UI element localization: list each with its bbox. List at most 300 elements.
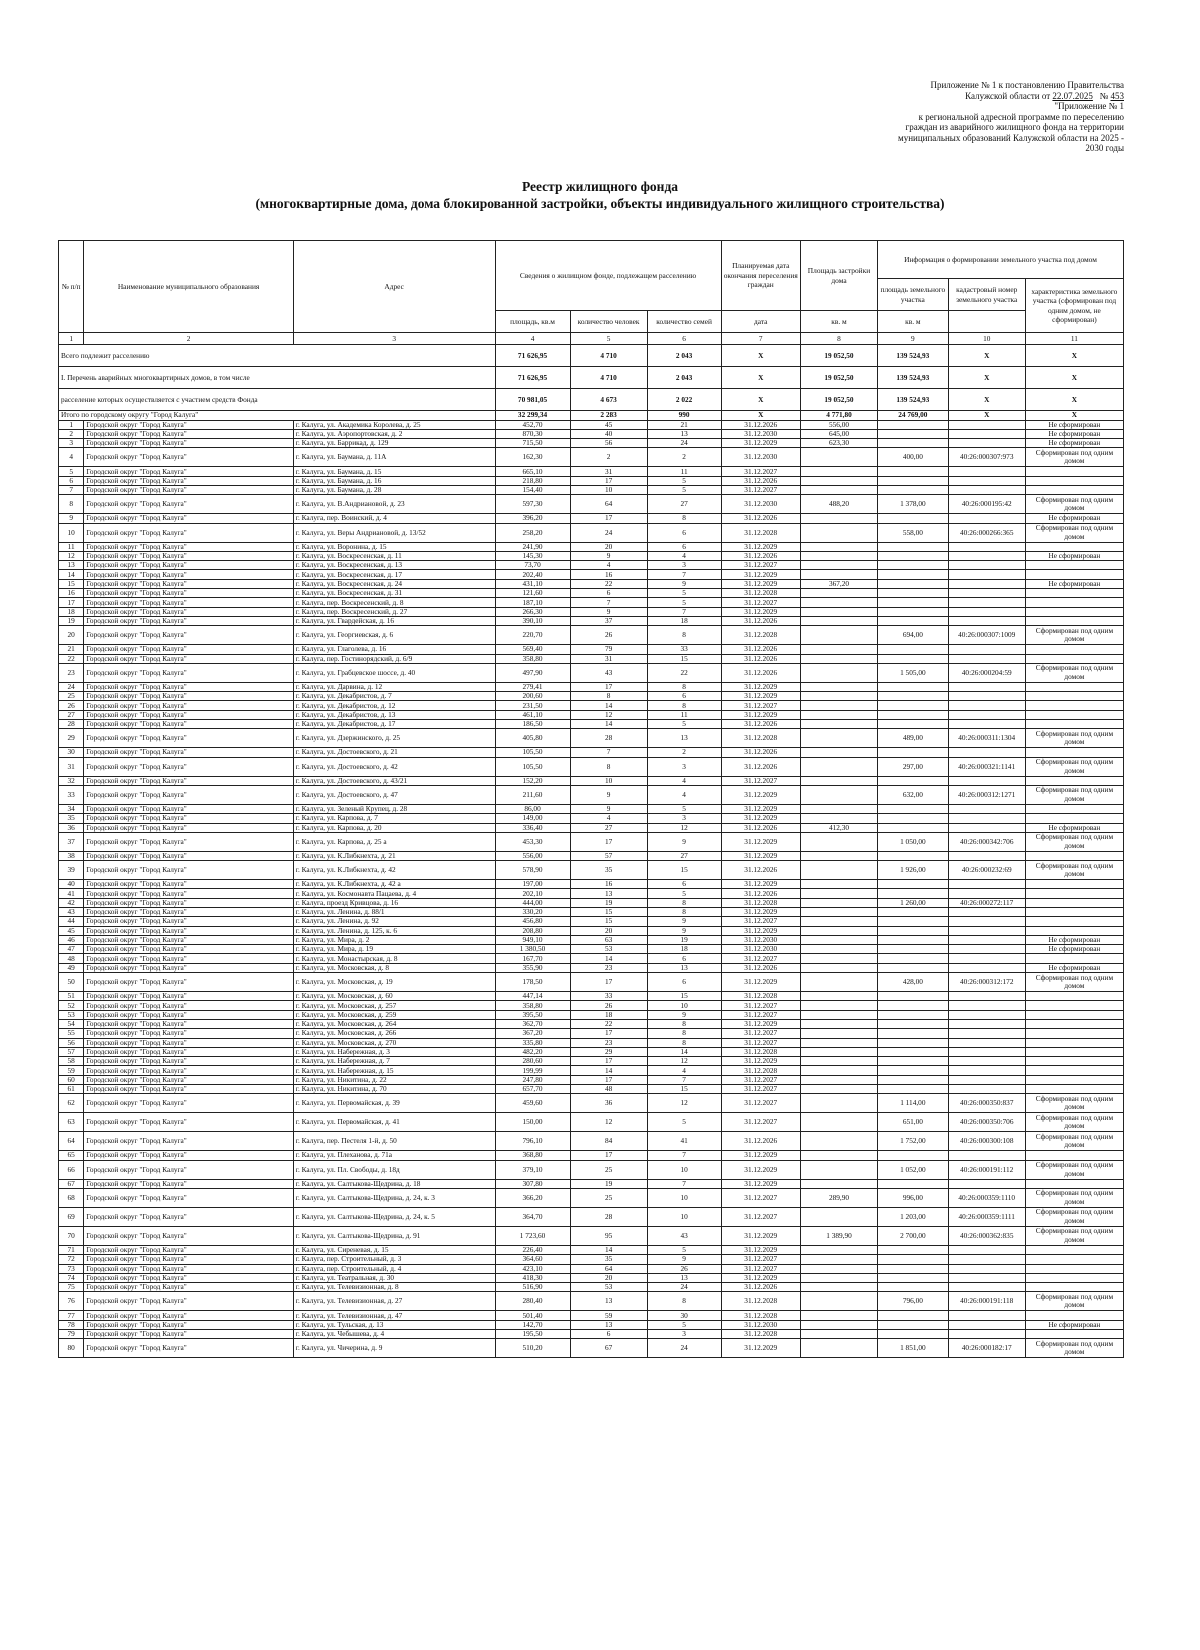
total-date: X xyxy=(721,411,800,421)
row-number: 44 xyxy=(59,917,84,926)
row-date: 31.12.2026 xyxy=(721,748,800,757)
row-address: г. Калуга, ул. Декабристов, д. 7 xyxy=(293,692,495,701)
table-row xyxy=(59,439,1124,448)
summary-families: 2 043 xyxy=(647,345,721,367)
row-date: 31.12.2026 xyxy=(721,889,800,898)
row-people: 43 xyxy=(570,663,647,682)
row-area: 226,40 xyxy=(495,1245,570,1254)
row-date: 31.12.2030 xyxy=(721,448,800,467)
row-land-char xyxy=(1025,710,1123,719)
total-build-area: 4 771,80 xyxy=(800,411,877,421)
row-area: 167,70 xyxy=(495,954,570,963)
appendix-line-1: Приложение № 1 к постановлению Правительства xyxy=(930,80,1124,90)
row-cadastral: 40:26:000195:42 xyxy=(948,495,1025,514)
row-people: 14 xyxy=(570,720,647,729)
row-land-area: 694,00 xyxy=(878,626,949,645)
row-land-area xyxy=(878,1085,949,1094)
table-row xyxy=(59,682,1124,691)
row-address: г. Калуга, ул. Салтыкова-Щедрина, д. 18 xyxy=(293,1179,495,1188)
row-number: 45 xyxy=(59,926,84,935)
row-address: г. Калуга, ул. Воскресенская, д. 17 xyxy=(293,570,495,579)
row-build-area: 367,20 xyxy=(800,579,877,588)
row-cadastral: 40:26:000342:706 xyxy=(948,832,1025,851)
row-number: 41 xyxy=(59,889,84,898)
row-land-char xyxy=(1025,1085,1123,1094)
summary-row xyxy=(59,367,1124,389)
row-number: 55 xyxy=(59,1029,84,1038)
row-municipality: Городской округ "Город Калуга" xyxy=(84,1188,293,1207)
row-land-area xyxy=(878,682,949,691)
row-people: 23 xyxy=(570,1038,647,1047)
row-number: 60 xyxy=(59,1075,84,1084)
row-build-area xyxy=(800,1047,877,1056)
row-land-char xyxy=(1025,1311,1123,1320)
row-cadastral: 40:26:000307:973 xyxy=(948,448,1025,467)
column-number: 6 xyxy=(647,333,721,345)
row-cadastral xyxy=(948,1179,1025,1188)
row-area: 461,10 xyxy=(495,710,570,719)
appendix-line-6: муниципальных образований Калужской области на 2025 - xyxy=(898,132,1124,143)
row-area: 150,00 xyxy=(495,1113,570,1132)
row-address: г. Калуга, ул. Салтыкова-Щедрина, д. 24, к. 5 xyxy=(293,1207,495,1226)
row-land-area xyxy=(878,654,949,663)
row-land-area xyxy=(878,607,949,616)
row-address: г. Калуга, ул. Первомайская, д. 39 xyxy=(293,1094,495,1113)
row-build-area xyxy=(800,1320,877,1329)
table-row xyxy=(59,823,1124,832)
row-people: 6 xyxy=(570,1330,647,1339)
row-land-char xyxy=(1025,1330,1123,1339)
row-families: 10 xyxy=(647,1001,721,1010)
summary-label: I. Перечень аварийных многоквартирных домов, в том числе xyxy=(59,367,496,389)
summary-build-area: 19 052,50 xyxy=(800,345,877,367)
row-number: 53 xyxy=(59,1010,84,1019)
row-cadastral: 40:26:000204:59 xyxy=(948,663,1025,682)
row-number: 33 xyxy=(59,785,84,804)
row-date: 31.12.2029 xyxy=(721,1019,800,1028)
row-number: 16 xyxy=(59,589,84,598)
row-land-area xyxy=(878,467,949,476)
row-families: 13 xyxy=(647,1273,721,1282)
row-municipality: Городской округ "Город Калуга" xyxy=(84,926,293,935)
table-row xyxy=(59,448,1124,467)
row-municipality: Городской округ "Город Калуга" xyxy=(84,1320,293,1329)
row-build-area xyxy=(800,954,877,963)
row-date: 31.12.2030 xyxy=(721,945,800,954)
row-number: 79 xyxy=(59,1330,84,1339)
table-row xyxy=(59,880,1124,889)
row-land-char xyxy=(1025,570,1123,579)
row-build-area xyxy=(800,1283,877,1292)
row-land-char xyxy=(1025,1029,1123,1038)
row-number: 34 xyxy=(59,804,84,813)
row-land-char xyxy=(1025,1019,1123,1028)
row-people: 15 xyxy=(570,908,647,917)
column-number: 4 xyxy=(495,333,570,345)
row-land-char xyxy=(1025,692,1123,701)
summary-people: 4 673 xyxy=(570,389,647,411)
row-land-char: Не сформирован xyxy=(1025,1320,1123,1329)
row-families: 41 xyxy=(647,1132,721,1151)
row-number: 29 xyxy=(59,729,84,748)
row-number: 26 xyxy=(59,701,84,710)
row-area: 105,50 xyxy=(495,757,570,776)
row-families: 13 xyxy=(647,729,721,748)
row-area: 362,70 xyxy=(495,1019,570,1028)
row-date: 31.12.2029 xyxy=(721,1057,800,1066)
row-address: г. Калуга, ул. Московская, д. 60 xyxy=(293,992,495,1001)
row-people: 13 xyxy=(570,889,647,898)
row-date: 31.12.2027 xyxy=(721,1010,800,1019)
row-number: 25 xyxy=(59,692,84,701)
row-area: 279,41 xyxy=(495,682,570,691)
row-land-char xyxy=(1025,898,1123,907)
row-address: г. Калуга, пер. Воинский, д. 4 xyxy=(293,514,495,523)
row-cadastral xyxy=(948,720,1025,729)
row-area: 368,80 xyxy=(495,1151,570,1160)
row-land-area: 1 203,00 xyxy=(878,1207,949,1226)
row-date: 31.12.2029 xyxy=(721,579,800,588)
row-municipality: Городской округ "Город Калуга" xyxy=(84,1019,293,1028)
row-families: 8 xyxy=(647,682,721,691)
row-date: 31.12.2027 xyxy=(721,776,800,785)
row-area: 453,30 xyxy=(495,832,570,851)
registry-table-wrapper xyxy=(58,240,1124,1358)
row-build-area: 556,00 xyxy=(800,420,877,429)
row-build-area: 623,30 xyxy=(800,439,877,448)
row-build-area xyxy=(800,1245,877,1254)
row-build-area: 289,90 xyxy=(800,1188,877,1207)
row-date: 31.12.2026 xyxy=(721,963,800,972)
row-families: 10 xyxy=(647,1160,721,1179)
row-municipality: Городской округ "Город Калуга" xyxy=(84,645,293,654)
row-land-area xyxy=(878,917,949,926)
row-land-char: Сформирован под одним домом xyxy=(1025,973,1123,992)
table-row xyxy=(59,1029,1124,1038)
row-land-char: Не сформирован xyxy=(1025,823,1123,832)
row-land-area: 1 114,00 xyxy=(878,1094,949,1113)
row-number: 63 xyxy=(59,1113,84,1132)
column-number: 8 xyxy=(800,333,877,345)
row-land-char xyxy=(1025,1075,1123,1084)
row-municipality: Городской округ "Город Калуга" xyxy=(84,429,293,438)
row-number: 37 xyxy=(59,832,84,851)
row-land-char xyxy=(1025,720,1123,729)
row-build-area xyxy=(800,710,877,719)
row-date: 31.12.2029 xyxy=(721,607,800,616)
row-families: 8 xyxy=(647,626,721,645)
row-families: 7 xyxy=(647,1151,721,1160)
row-cadastral xyxy=(948,1330,1025,1339)
row-families: 15 xyxy=(647,1085,721,1094)
row-land-area: 1 052,00 xyxy=(878,1160,949,1179)
row-land-area xyxy=(878,1019,949,1028)
row-families: 6 xyxy=(647,523,721,542)
summary-date: X xyxy=(721,389,800,411)
table-row xyxy=(59,1010,1124,1019)
summary-cadastral: X xyxy=(948,367,1025,389)
row-land-char: Не сформирован xyxy=(1025,945,1123,954)
row-land-char xyxy=(1025,1283,1123,1292)
row-address: г. Калуга, ул. Баумана, д. 28 xyxy=(293,485,495,494)
row-date: 31.12.2028 xyxy=(721,898,800,907)
row-municipality: Городской округ "Город Калуга" xyxy=(84,954,293,963)
row-build-area xyxy=(800,1019,877,1028)
row-families: 8 xyxy=(647,514,721,523)
appendix-line-7: 2030 годы xyxy=(1085,143,1124,153)
row-cadastral xyxy=(948,880,1025,889)
row-build-area xyxy=(800,485,877,494)
column-number: 11 xyxy=(1025,333,1123,345)
row-address: г. Калуга, ул. Салтыкова-Щедрина, д. 91 xyxy=(293,1226,495,1245)
row-municipality: Городской округ "Город Калуга" xyxy=(84,663,293,682)
row-people: 28 xyxy=(570,1207,647,1226)
summary-label: расселение которых осуществляется с участием средств Фонда xyxy=(59,389,496,411)
row-date: 31.12.2028 xyxy=(721,1311,800,1320)
row-cadastral xyxy=(948,467,1025,476)
row-land-area xyxy=(878,926,949,935)
row-address: г. Калуга, ул. В.Андриановой, д. 23 xyxy=(293,495,495,514)
column-number: 5 xyxy=(570,333,647,345)
row-land-area xyxy=(878,720,949,729)
row-municipality: Городской округ "Город Калуга" xyxy=(84,476,293,485)
row-land-char xyxy=(1025,476,1123,485)
row-people: 12 xyxy=(570,1113,647,1132)
row-build-area xyxy=(800,1085,877,1094)
row-land-area xyxy=(878,1010,949,1019)
row-date: 31.12.2028 xyxy=(721,523,800,542)
row-people: 9 xyxy=(570,607,647,616)
row-address: г. Калуга, ул. Московская, д. 8 xyxy=(293,963,495,972)
row-families: 18 xyxy=(647,616,721,625)
row-municipality: Городской округ "Город Калуга" xyxy=(84,598,293,607)
row-address: г. Калуга, ул. Академика Королева, д. 25 xyxy=(293,420,495,429)
table-row xyxy=(59,1113,1124,1132)
row-number: 75 xyxy=(59,1283,84,1292)
row-land-area xyxy=(878,598,949,607)
appendix-number: 453 xyxy=(1110,90,1124,101)
row-number: 54 xyxy=(59,1019,84,1028)
row-land-area: 558,00 xyxy=(878,523,949,542)
row-address: г. Калуга, ул. Достоевского, д. 21 xyxy=(293,748,495,757)
row-address: г. Калуга, ул. Мира, д. 19 xyxy=(293,945,495,954)
row-date: 31.12.2027 xyxy=(721,1038,800,1047)
row-number: 59 xyxy=(59,1066,84,1075)
row-address: г. Калуга, ул. Достоевского, д. 47 xyxy=(293,785,495,804)
row-cadastral xyxy=(948,1001,1025,1010)
row-families: 3 xyxy=(647,757,721,776)
row-cadastral xyxy=(948,542,1025,551)
row-cadastral: 40:26:000359:1111 xyxy=(948,1207,1025,1226)
row-date: 31.12.2026 xyxy=(721,616,800,625)
table-row xyxy=(59,1179,1124,1188)
row-municipality: Городской округ "Город Калуга" xyxy=(84,814,293,823)
row-date: 31.12.2027 xyxy=(721,1094,800,1113)
row-people: 17 xyxy=(570,682,647,691)
table-row xyxy=(59,861,1124,880)
row-cadastral: 40:26:000362:835 xyxy=(948,1226,1025,1245)
row-area: 105,50 xyxy=(495,748,570,757)
row-area: 510,20 xyxy=(495,1339,570,1358)
summary-cadastral: X xyxy=(948,389,1025,411)
row-cadastral xyxy=(948,1057,1025,1066)
row-municipality: Городской округ "Город Калуга" xyxy=(84,514,293,523)
row-number: 71 xyxy=(59,1245,84,1254)
table-row xyxy=(59,945,1124,954)
table-row xyxy=(59,804,1124,813)
table-row xyxy=(59,1160,1124,1179)
row-cadastral xyxy=(948,439,1025,448)
row-people: 22 xyxy=(570,1019,647,1028)
row-land-area xyxy=(878,1057,949,1066)
row-number: 40 xyxy=(59,880,84,889)
row-date: 31.12.2027 xyxy=(721,1255,800,1264)
row-number: 73 xyxy=(59,1264,84,1273)
row-area: 280,60 xyxy=(495,1057,570,1066)
row-build-area xyxy=(800,926,877,935)
row-municipality: Городской округ "Город Калуга" xyxy=(84,1226,293,1245)
row-land-char xyxy=(1025,748,1123,757)
row-date: 31.12.2029 xyxy=(721,814,800,823)
row-area: 364,60 xyxy=(495,1255,570,1264)
row-municipality: Городской округ "Город Калуга" xyxy=(84,1132,293,1151)
row-build-area xyxy=(800,542,877,551)
row-number: 36 xyxy=(59,823,84,832)
row-land-char xyxy=(1025,682,1123,691)
total-land-char: X xyxy=(1025,411,1123,421)
row-people: 14 xyxy=(570,954,647,963)
row-date: 31.12.2026 xyxy=(721,663,800,682)
row-build-area xyxy=(800,1075,877,1084)
row-address: г. Калуга, пер. Воскресенский, д. 8 xyxy=(293,598,495,607)
row-number: 56 xyxy=(59,1038,84,1047)
row-date: 31.12.2027 xyxy=(721,1207,800,1226)
row-municipality: Городской округ "Город Калуга" xyxy=(84,823,293,832)
appendix-line-4: к региональной адресной программе по переселению xyxy=(918,111,1124,122)
row-area: 187,10 xyxy=(495,598,570,607)
row-municipality: Городской округ "Город Калуга" xyxy=(84,1094,293,1113)
row-land-area xyxy=(878,1075,949,1084)
row-number: 1 xyxy=(59,420,84,429)
row-address: г. Калуга, ул. Грабцевское шоссе, д. 40 xyxy=(293,663,495,682)
row-area: 396,20 xyxy=(495,514,570,523)
row-build-area xyxy=(800,663,877,682)
row-address: г. Калуга, ул. Декабристов, д. 17 xyxy=(293,720,495,729)
row-families: 22 xyxy=(647,663,721,682)
row-number: 11 xyxy=(59,542,84,551)
row-people: 7 xyxy=(570,748,647,757)
row-municipality: Городской округ "Город Калуга" xyxy=(84,889,293,898)
row-land-char xyxy=(1025,954,1123,963)
row-municipality: Городской округ "Город Калуга" xyxy=(84,935,293,944)
row-municipality: Городской округ "Город Калуга" xyxy=(84,785,293,804)
row-date: 31.12.2027 xyxy=(721,701,800,710)
row-people: 27 xyxy=(570,823,647,832)
row-number: 24 xyxy=(59,682,84,691)
row-families: 2 xyxy=(647,748,721,757)
row-area: 202,40 xyxy=(495,570,570,579)
row-build-area xyxy=(800,880,877,889)
row-address: г. Калуга, ул. Сиреневая, д. 15 xyxy=(293,1245,495,1254)
row-address: г. Калуга, ул. Дзержинского, д. 25 xyxy=(293,729,495,748)
row-area: 367,20 xyxy=(495,1029,570,1038)
summary-land-area: 139 524,93 xyxy=(878,367,949,389)
row-people: 17 xyxy=(570,514,647,523)
row-area: 73,70 xyxy=(495,561,570,570)
row-land-area: 1 851,00 xyxy=(878,1339,949,1358)
row-cadastral xyxy=(948,908,1025,917)
row-number: 39 xyxy=(59,861,84,880)
row-people: 33 xyxy=(570,992,647,1001)
summary-label: Всего подлежит расселению xyxy=(59,345,496,367)
row-address: г. Калуга, ул. Чичерина, д. 9 xyxy=(293,1339,495,1358)
summary-families: 2 022 xyxy=(647,389,721,411)
appendix-line-2: Калужской области от 22.07.2025 № 453 xyxy=(965,90,1124,101)
row-cadastral xyxy=(948,1047,1025,1056)
row-build-area xyxy=(800,1179,877,1188)
row-build-area xyxy=(800,963,877,972)
row-date: 31.12.2027 xyxy=(721,1188,800,1207)
row-land-area xyxy=(878,935,949,944)
row-number: 32 xyxy=(59,776,84,785)
row-land-char xyxy=(1025,804,1123,813)
row-build-area xyxy=(800,467,877,476)
row-cadastral xyxy=(948,682,1025,691)
row-number: 19 xyxy=(59,616,84,625)
summary-row xyxy=(59,345,1124,367)
table-row xyxy=(59,485,1124,494)
row-build-area xyxy=(800,1273,877,1282)
row-land-area xyxy=(878,542,949,551)
row-date: 31.12.2026 xyxy=(721,757,800,776)
row-land-area: 489,00 xyxy=(878,729,949,748)
row-people: 31 xyxy=(570,654,647,663)
row-address: г. Калуга, ул. Георгиевская, д. 6 xyxy=(293,626,495,645)
row-area: 241,90 xyxy=(495,542,570,551)
row-people: 7 xyxy=(570,598,647,607)
row-families: 8 xyxy=(647,1038,721,1047)
row-build-area xyxy=(800,616,877,625)
row-families: 5 xyxy=(647,589,721,598)
row-build-area xyxy=(800,561,877,570)
row-area: 358,80 xyxy=(495,1001,570,1010)
row-families: 8 xyxy=(647,1019,721,1028)
row-date: 31.12.2026 xyxy=(721,1283,800,1292)
row-area: 336,40 xyxy=(495,823,570,832)
row-municipality: Городской округ "Город Калуга" xyxy=(84,973,293,992)
row-build-area: 488,20 xyxy=(800,495,877,514)
row-municipality: Городской округ "Город Калуга" xyxy=(84,898,293,907)
row-cadastral xyxy=(948,514,1025,523)
row-number: 35 xyxy=(59,814,84,823)
row-people: 79 xyxy=(570,645,647,654)
row-area: 482,20 xyxy=(495,1047,570,1056)
row-families: 14 xyxy=(647,1047,721,1056)
row-families: 19 xyxy=(647,935,721,944)
row-area: 452,70 xyxy=(495,420,570,429)
row-land-char xyxy=(1025,654,1123,663)
row-date: 31.12.2030 xyxy=(721,1320,800,1329)
row-cadastral xyxy=(948,1273,1025,1282)
row-municipality: Городской округ "Город Калуга" xyxy=(84,1339,293,1358)
row-address: г. Калуга, ул. Телевизионная, д. 47 xyxy=(293,1311,495,1320)
row-families: 6 xyxy=(647,542,721,551)
row-cadastral xyxy=(948,607,1025,616)
row-land-char xyxy=(1025,1151,1123,1160)
header-kvm: кв. м xyxy=(800,311,877,333)
header-land-area: площадь земельного участка xyxy=(878,279,949,311)
row-land-area xyxy=(878,1311,949,1320)
